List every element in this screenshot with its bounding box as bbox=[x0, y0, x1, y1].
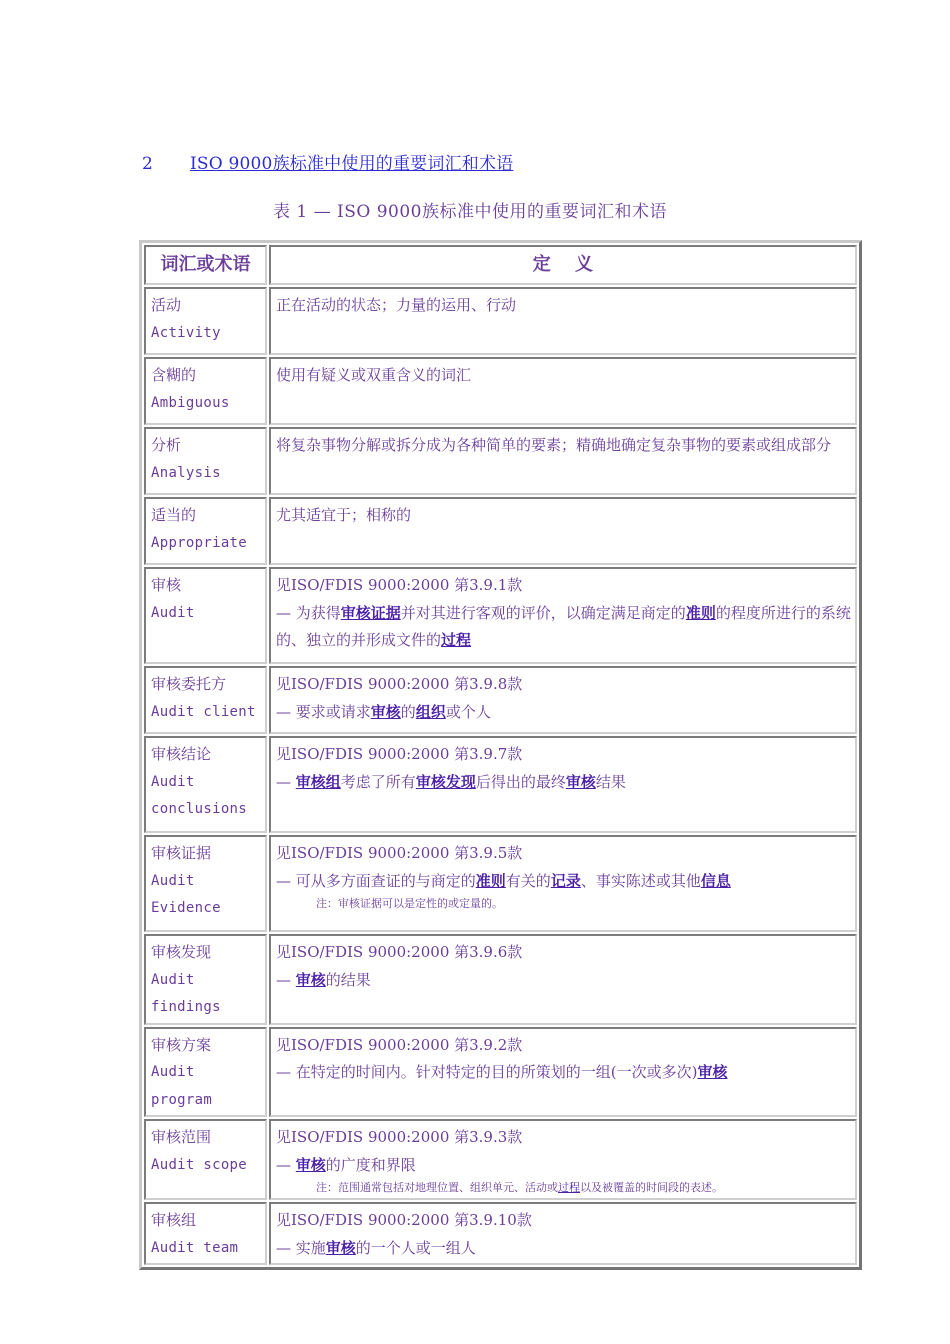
definition-text: 见ISO/FDIS 9000:2000 第3.9.6款 bbox=[276, 943, 523, 961]
term-link[interactable]: 审核 bbox=[295, 1155, 326, 1174]
term-link[interactable]: 审核证据 bbox=[340, 603, 401, 622]
definition-cell bbox=[269, 567, 857, 664]
term-cell bbox=[144, 1202, 267, 1265]
definition-text: — bbox=[276, 772, 296, 791]
table-row bbox=[144, 835, 857, 932]
definition-text: 见ISO/FDIS 9000:2000 第3.9.10款 bbox=[276, 1211, 532, 1229]
term-cell bbox=[144, 497, 267, 565]
term-english: Audit bbox=[151, 604, 195, 621]
table-row bbox=[144, 666, 857, 734]
definition-text: 的广度和界限 bbox=[325, 1155, 416, 1174]
term-english: Audit program bbox=[151, 1064, 213, 1108]
term-cell bbox=[144, 1119, 267, 1200]
definition-text: 将复杂事物分解或拆分成为各种简单的要素；精确地确定复杂事物的要素或组成部分 bbox=[276, 436, 832, 454]
term-cell bbox=[144, 427, 267, 495]
table-row bbox=[144, 1202, 857, 1265]
term-chinese: 审核范围 bbox=[151, 1128, 212, 1146]
definition-text: 注：范围通常包括对地理位置、组织单元、活动或 bbox=[316, 1181, 558, 1194]
definition-line bbox=[276, 1152, 851, 1180]
term-english: Audit scope bbox=[151, 1156, 248, 1173]
term-cell bbox=[144, 934, 267, 1025]
definition-text: 并对其进行客观的评价，以确定满足商定的 bbox=[400, 603, 686, 622]
definition-line bbox=[276, 627, 851, 655]
definition-note bbox=[276, 1179, 851, 1197]
table-row bbox=[144, 1119, 857, 1200]
definition-line bbox=[276, 1207, 851, 1235]
definition-text: — bbox=[276, 1155, 296, 1174]
definition-text: 的结果 bbox=[325, 970, 371, 989]
term-chinese: 审核结论 bbox=[151, 745, 212, 763]
table-row bbox=[144, 934, 857, 1025]
definition-text: 考虑了所有 bbox=[340, 772, 416, 791]
term-english: Audit client bbox=[151, 703, 256, 720]
term-link[interactable]: 组织 bbox=[415, 702, 446, 721]
table-row bbox=[144, 736, 857, 833]
term-chinese: 审核组 bbox=[151, 1211, 197, 1229]
definition-text: 使用有疑义或双重含义的词汇 bbox=[276, 366, 472, 384]
table-row bbox=[144, 497, 857, 565]
definition-line bbox=[276, 1235, 851, 1263]
term-english: Activity bbox=[151, 324, 221, 341]
term-link[interactable]: 审核发现 bbox=[415, 772, 476, 791]
term-english: Audit conclusions bbox=[151, 773, 248, 817]
definition-text: 见ISO/FDIS 9000:2000 第3.9.3款 bbox=[276, 1128, 523, 1146]
term-cell bbox=[144, 736, 267, 833]
term-link[interactable]: 审核 bbox=[295, 970, 326, 989]
definition-line bbox=[276, 432, 851, 460]
definition-text: 见ISO/FDIS 9000:2000 第3.9.2款 bbox=[276, 1035, 523, 1054]
definition-line bbox=[276, 840, 851, 868]
definition-line bbox=[276, 671, 851, 699]
definition-line bbox=[276, 502, 851, 530]
definition-text: 注：审核证据可以是定性的或定量的。 bbox=[316, 897, 503, 910]
section-number[interactable]: 2 bbox=[142, 154, 154, 174]
definition-cell bbox=[269, 357, 857, 425]
definition-cell bbox=[269, 1119, 857, 1200]
table-caption: 表 1 — ISO 9000族标准中使用的重要词汇和术语 bbox=[273, 202, 667, 222]
definition-text: 以及被覆盖的时间段的表述。 bbox=[580, 1181, 723, 1194]
definition-cell bbox=[269, 287, 857, 355]
term-cell bbox=[144, 1027, 267, 1118]
definition-text: — 在特定的时间内。针对特定的目的所策划的一组(一次或多次) bbox=[276, 1063, 698, 1081]
section-heading[interactable] bbox=[142, 149, 513, 174]
term-chinese: 审核方案 bbox=[151, 1035, 212, 1054]
definition-note bbox=[276, 895, 851, 913]
terms-table bbox=[139, 240, 862, 1270]
definition-line bbox=[276, 292, 851, 320]
definition-text: 见ISO/FDIS 9000:2000 第3.9.1款 bbox=[276, 576, 523, 594]
definition-text: 结果 bbox=[595, 772, 626, 791]
definition-text: 正在活动的状态；力量的运用、行动 bbox=[276, 296, 517, 314]
definition-cell bbox=[269, 666, 857, 734]
term-english: Audit Evidence bbox=[151, 872, 221, 916]
definition-text: 或个人 bbox=[445, 702, 491, 721]
table-row bbox=[144, 357, 857, 425]
definition-line bbox=[276, 572, 851, 600]
definition-text: 见ISO/FDIS 9000:2000 第3.9.7款 bbox=[276, 745, 523, 763]
term-english: Ambiguous bbox=[151, 394, 230, 411]
definition-line bbox=[276, 939, 851, 967]
table-row bbox=[144, 287, 857, 355]
term-chinese: 分析 bbox=[151, 436, 182, 454]
table-row bbox=[144, 1027, 857, 1118]
definition-text: — 可从多方面查证的与商定的 bbox=[276, 871, 476, 890]
term-english: Analysis bbox=[151, 464, 221, 481]
term-link[interactable]: 过程 bbox=[441, 631, 472, 649]
term-chinese: 审核委托方 bbox=[151, 675, 227, 693]
definition-line bbox=[276, 600, 851, 628]
term-chinese: 审核发现 bbox=[151, 943, 212, 961]
table-row bbox=[144, 427, 857, 495]
definition-text: 、事实陈述或其他 bbox=[580, 871, 701, 890]
definition-text: — 要求或请求 bbox=[276, 702, 371, 721]
definition-text: 见ISO/FDIS 9000:2000 第3.9.8款 bbox=[276, 675, 523, 693]
term-english: Appropriate bbox=[151, 534, 248, 551]
definition-line bbox=[276, 1032, 851, 1060]
definition-text: 见ISO/FDIS 9000:2000 第3.9.5款 bbox=[276, 844, 523, 862]
term-chinese: 适当的 bbox=[151, 506, 197, 524]
term-chinese: 活动 bbox=[151, 296, 182, 314]
definition-text: 的一个人或一组人 bbox=[355, 1238, 476, 1257]
definition-text: 后得出的最终 bbox=[475, 772, 566, 791]
definition-text: — 为获得 bbox=[276, 603, 341, 622]
section-title[interactable]: ISO 9000族标准中使用的重要词汇和术语 bbox=[190, 154, 514, 174]
definition-cell bbox=[269, 934, 857, 1025]
term-link[interactable]: 审核 bbox=[325, 1238, 356, 1257]
definition-cell bbox=[269, 1202, 857, 1265]
term-cell bbox=[144, 666, 267, 734]
definition-line bbox=[276, 967, 851, 995]
term-cell bbox=[144, 835, 267, 932]
definition-line bbox=[276, 1124, 851, 1152]
term-cell bbox=[144, 357, 267, 425]
definition-line bbox=[276, 362, 851, 390]
header-term: 词汇或术语 bbox=[144, 245, 267, 285]
definition-line bbox=[276, 741, 851, 769]
definition-cell bbox=[269, 497, 857, 565]
definition-cell bbox=[269, 835, 857, 932]
definition-cell bbox=[269, 736, 857, 833]
term-chinese: 含糊的 bbox=[151, 366, 197, 384]
definition-text: 的程度所进行的系统 bbox=[715, 603, 851, 622]
term-link[interactable]: 准则 bbox=[475, 871, 506, 890]
definition-text: — 实施 bbox=[276, 1238, 326, 1257]
definition-line bbox=[276, 769, 851, 797]
table-row bbox=[144, 567, 857, 664]
definition-text: 有关的 bbox=[505, 871, 551, 890]
term-english: Audit findings bbox=[151, 971, 221, 1015]
term-link[interactable]: 审核 bbox=[370, 702, 401, 721]
table-header-row bbox=[144, 245, 857, 285]
term-cell bbox=[144, 567, 267, 664]
definition-text: 的 bbox=[400, 702, 416, 721]
term-cell bbox=[144, 287, 267, 355]
term-chinese: 审核证据 bbox=[151, 844, 212, 862]
definition-text: 尤其适宜于；相称的 bbox=[276, 506, 412, 524]
term-chinese: 审核 bbox=[151, 576, 182, 594]
definition-line bbox=[276, 868, 851, 896]
definition-cell bbox=[269, 1027, 857, 1118]
definition-line bbox=[276, 1059, 851, 1087]
term-link[interactable]: 审核 bbox=[565, 772, 596, 791]
term-link[interactable]: 审核 bbox=[697, 1063, 728, 1081]
header-definition: 定 义 bbox=[269, 245, 857, 285]
definition-text: 的、独立的并形成文件的 bbox=[276, 631, 442, 649]
term-english: Audit team bbox=[151, 1239, 239, 1256]
term-link[interactable]: 过程 bbox=[558, 1181, 580, 1194]
definition-cell bbox=[269, 427, 857, 495]
term-link[interactable]: 审核组 bbox=[295, 772, 341, 791]
definition-text: — bbox=[276, 970, 296, 989]
term-link[interactable]: 信息 bbox=[700, 871, 731, 890]
definition-line bbox=[276, 699, 851, 727]
term-link[interactable]: 记录 bbox=[550, 871, 581, 890]
term-link[interactable]: 准则 bbox=[685, 603, 716, 622]
